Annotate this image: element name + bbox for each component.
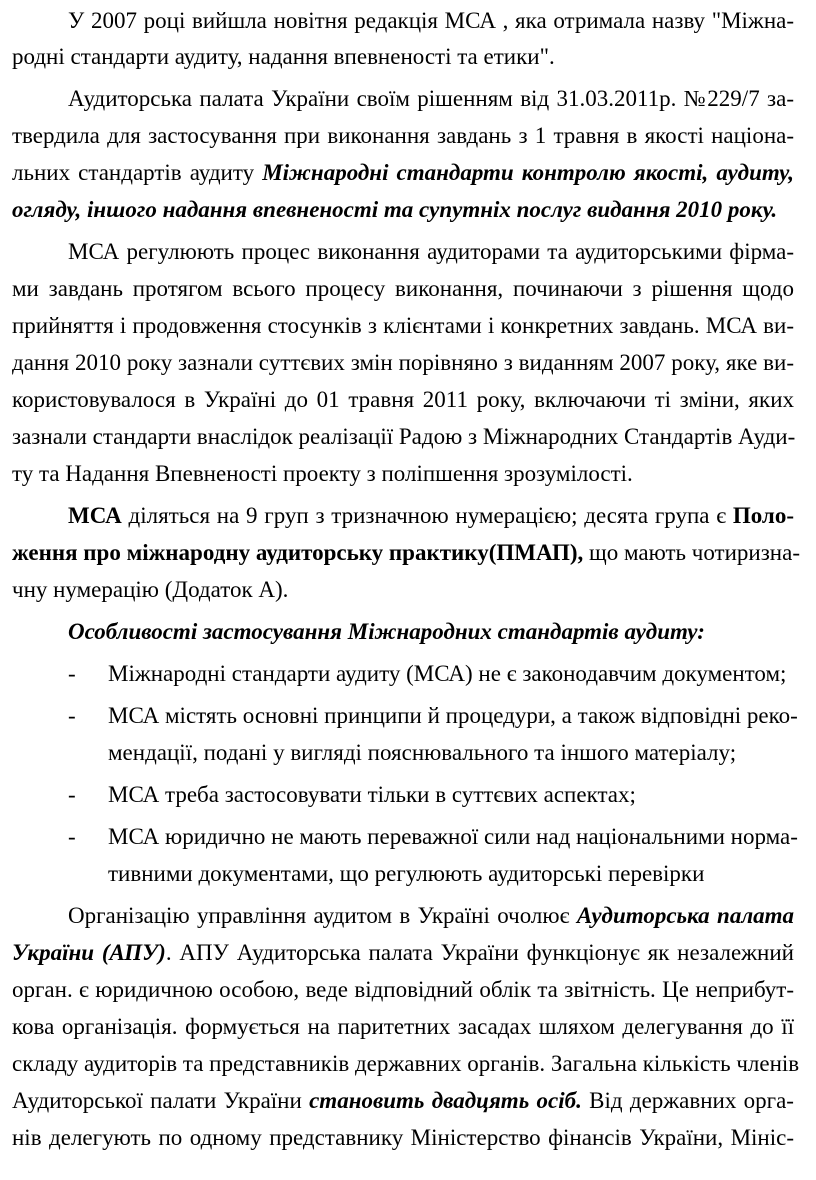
bullet-text: Міжнародні стандарти аудиту (МСА) не є законодавчим документом; (108, 661, 787, 686)
p5-line-4: кова організація. формується на паритетних засадах шляхом делегування до її (12, 1014, 794, 1039)
p5-line-6-emphasis: становить двадцять осіб. (309, 1088, 582, 1113)
bullet-item-4-line-2: тивними документами, що регулюють аудиторські перевірки (108, 861, 705, 886)
p5-line-1-emphasis: Аудиторська палата (576, 903, 795, 928)
p2-line-4-emphasis: огляду, іншого надання впевненості та супутніх послуг видання 2010 року. (12, 197, 778, 222)
p2-line-3-emphasis: Міжнародні стандарти контролю якості, аудиту, (262, 160, 794, 185)
bullet-item-2-line-2: мендації, подані у вигляді пояснювального та іншого матеріалу; (108, 740, 737, 765)
p2-line-3-text: льних стандартів аудиту (12, 160, 263, 185)
p1-line-2: родні стандарти аудиту, надання впевненості та етики". (12, 44, 555, 69)
p5-line-6-text-2: Від державних орга- (581, 1088, 794, 1113)
p4-line-1 (68, 501, 794, 531)
bullet-item-2-line-1: МСА містять основні принципи й процедури, а також відповідні реко- (108, 703, 798, 728)
p3-line-4: дання 2010 року зазнали суттєвих змін порівняно з виданням 2007 року, яке ви- (12, 350, 794, 375)
p5-line-2-text: . АПУ Аудиторська палата України функціонує як незалежний (165, 940, 794, 965)
p5-line-2-emphasis: України (АПУ) (12, 940, 166, 965)
p1-line-1: У 2007 році вийшла новітня редакція МСА , яка отримала назву "Міжна- (68, 8, 794, 33)
p3-line-7: ту та Надання Впевненості проекту з поліпшення зрозумілості. (12, 461, 633, 486)
p5-line-3: орган. є юридичною особою, веде відповідний облік та звітність. Це неприбут- (12, 977, 794, 1002)
bullet-dash: - (68, 661, 76, 686)
p4-line-3: чну нумерацію (Додаток А). (12, 577, 289, 602)
p5-line-6 (12, 1086, 794, 1116)
p5-line-7: нів делегують по одному представнику Міністерство фінансів України, Мініс- (12, 1125, 794, 1150)
p3-line-3: прийняття і продовження стосунків з клієнтами і конкретних завдань. МСА ви- (12, 313, 794, 338)
p4-line-1-bold-2: Поло- (732, 503, 794, 528)
p3-line-6: зазнали стандарти внаслідок реалізації Радою з Міжнародних Стандартів Ауди- (12, 424, 796, 449)
p5-line-1 (68, 901, 794, 931)
bullet-text: МСА треба застосовувати тільки в суттєвих аспектах; (108, 782, 636, 807)
p3-line-2: ми завдань протягом всього процесу виконання, починаючи з рішення щодо (12, 276, 794, 301)
p4-line-1-text: діляться на 9 груп з тризначною нумерацією; десята група є (121, 503, 733, 528)
p2-line-3 (12, 158, 794, 188)
p4-line-2-text: що мають чотиризна- (583, 540, 800, 565)
bullet-item-4-line-1: МСА юридично не мають переважної сили над національними норма- (108, 824, 798, 849)
p4-line-2 (12, 538, 800, 568)
p2-line-2: твердила для застосування при виконання завдань з 1 травня в якості націона- (12, 123, 794, 148)
bullet-dash: - (68, 703, 76, 728)
p5-line-6-text: Аудиторської палати України (12, 1088, 310, 1113)
bullet-dash: - (68, 824, 76, 849)
section-heading: Особливості застосування Міжнародних стандартів аудиту: (68, 619, 705, 644)
p2-line-1: Аудиторська палата України своїм рішенням від 31.03.2011р. №229/7 за- (68, 86, 794, 111)
p3-line-5: користовувалося в Україні до 01 травня 2011 року, включаючи ті зміни, яких (12, 387, 794, 412)
p3-line-1: МСА регулюють процес виконання аудиторами та аудиторськими фірма- (68, 239, 794, 264)
p5-line-5: складу аудиторів та представників державних органів. Загальна кількість членів (12, 1051, 800, 1076)
p4-line-2-bold: ження про міжнародну аудиторську практику(ПМАП), (12, 540, 584, 565)
bullet-dash: - (68, 782, 76, 807)
p5-line-2 (12, 938, 794, 968)
p4-line-1-bold: МСА (68, 503, 122, 528)
p5-line-1-text: Організацію управління аудитом в Україні очолює (68, 903, 577, 928)
